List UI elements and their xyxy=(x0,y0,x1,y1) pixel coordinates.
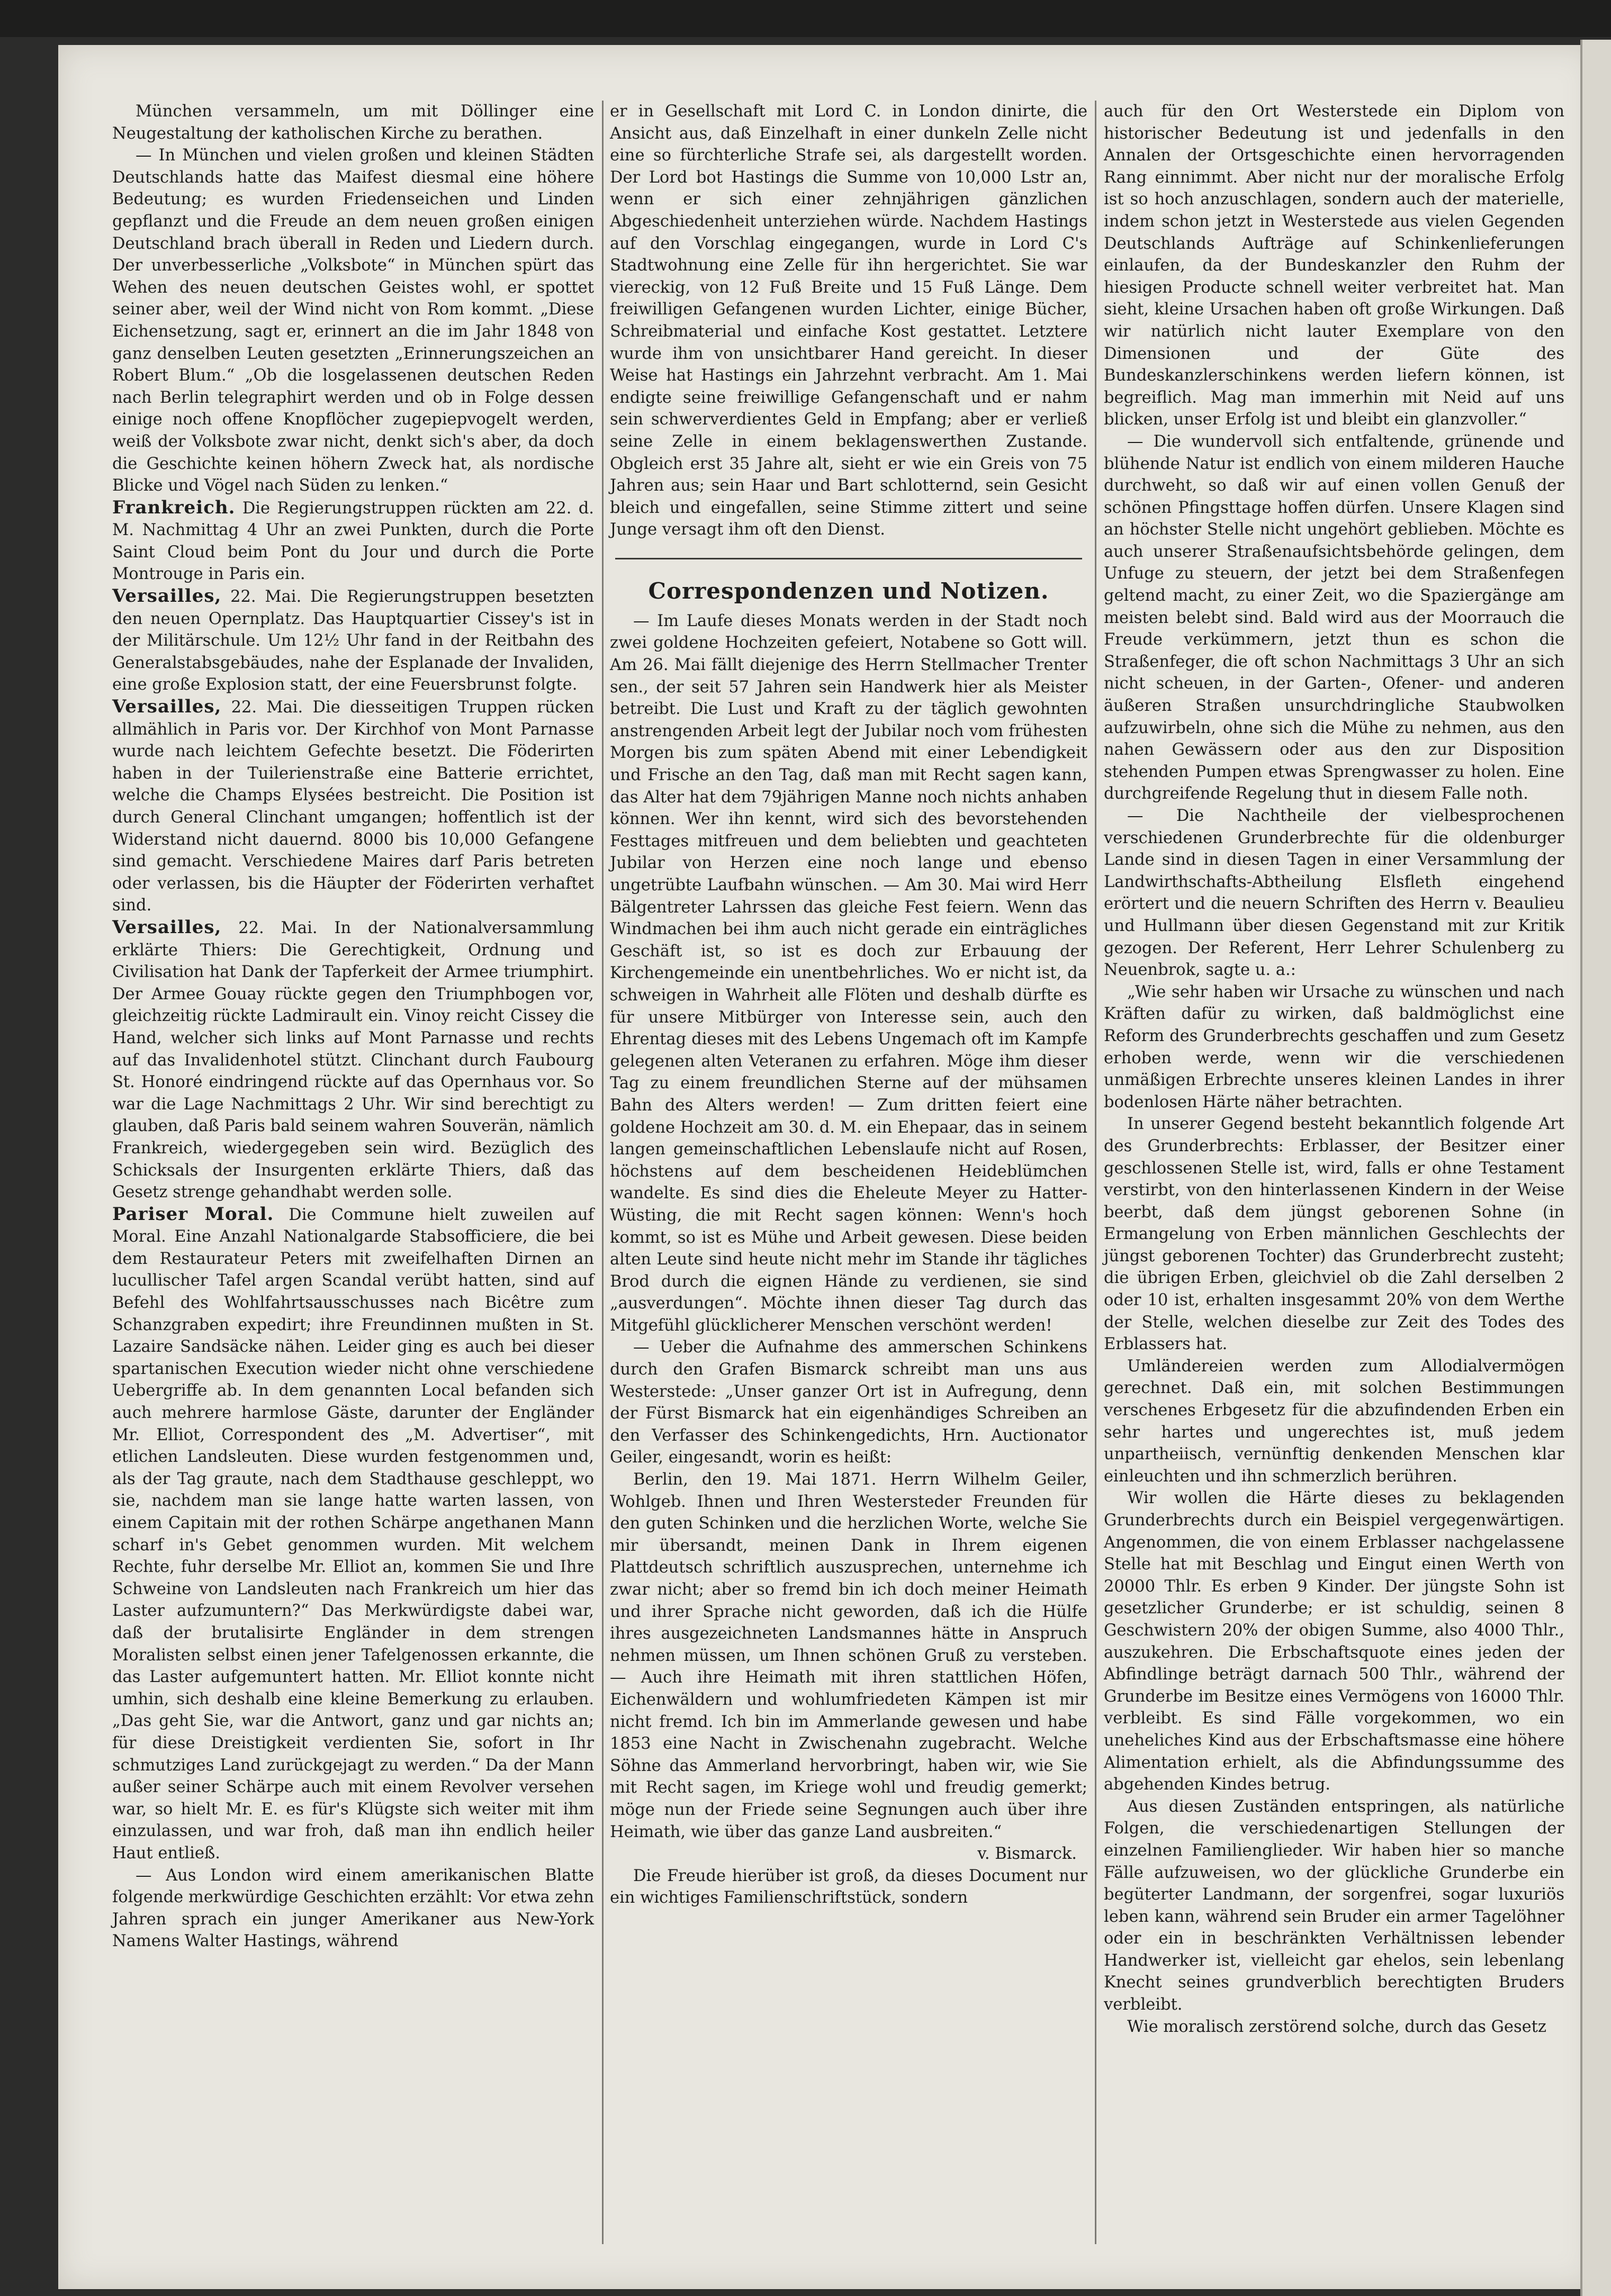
column-1-paragraph: München versammeln, um mit Döllinger eine Neugestaltung der katholischen Kirche zu berathen. xyxy=(112,102,594,143)
dispatch-text: 22. Mai. In der Nationalversammlung erklärte Thiers: Die Gerechtigkeit, Ordnung und Civilisation hat Dank der Tapferkeit der Armee triumphirt. Der Armee Gouay rückte gegen den Triumphbogen vor, gleichzeitig rückte Ladmirault ein. Vinoy reicht Cissey die Hand, welcher sich links auf Mont Parnasse und rechts auf das Invalidenhotel stützt. Clinchant durch Faubourg St. Honoré eindringend rückte auf das Opernhaus vor. So war die Lage Nachmittags 2 Uhr. Wir sind berechtigt zu glauben, daß Paris bald seinem wahren Souverän, nämlich Frankreich, wiedergegeben sein wird. Bezüglich des Schicksals der Insurgenten erklärte Thiers, daß das Gesetz strenge gehandhabt werden solle. xyxy=(112,918,594,1202)
column-1 xyxy=(112,101,594,1952)
column-3-paragraph: — Die wundervoll sich entfaltende, grünende und blühende Natur ist endlich von einem milderen Hauche durchweht, so daß wir auf einen vollen Genuß der schönen Pfingsttage hoffen dürfen. Unsere Klagen sind an höchster Stelle nicht ungehört geblieben. Möchte es auch unserer Straßenaufsichtsbehörde gelingen, dem Unfuge zu steuern, der jetzt bei dem Straßenfegen geltend macht, zu einer Zeit, wo die Spaziergänge am meisten belebt sind. Bald wird aus der Moorrauch die Freude verkümmern, jetzt thun es schon die Straßenfeger, die oft schon Nachmittags 3 Uhr an sich nicht scheuen, in der Garten-, Ofener- und anderen äußeren Straßen unsurchdringliche Staubwolken aufzuwirbeln, ohne sich die Mühe zu nehmen, aus den nahen Gewässern oder aus den zur Disposition stehenden Pumpen etwas Sprengwasser zu holen. Eine durchgreifende Regelung thut in diesem Falle noth. xyxy=(1104,432,1564,803)
signature-line: v. Bismarck. xyxy=(977,1845,1077,1864)
column-1-dispatch xyxy=(112,497,594,585)
column-2-paragraph: — Ueber die Aufnahme des ammerschen Schinkens durch den Grafen Bismarck schreibt man uns aus Westerstede: „Unser ganzer Ort ist in Aufregung, denn der Fürst Bismarck hat ein eigenhändiges Schreiben an den Verfasser des Schinkengedichts, Hrn. Auctionator Geiler, eingesandt, worin es heißt: xyxy=(610,1338,1087,1467)
scan-background-top xyxy=(0,0,1611,37)
dispatch-text: 22. Mai. Die Regierungstruppen besetzten den neuen Opernplatz. Das Hauptquartier Cissey's ist in der Militärschule. Um 12½ Uhr fand in der Reitbahn des Generalstabsgebäudes, nahe der Esplanade der Invaliden, eine große Explosion statt, der eine Feuersbrunst folgte. xyxy=(112,587,594,694)
dispatch-text: Die Commune hielt zuweilen auf Moral. Eine Anzahl Nationalgarde Stabsofficiere, die bei dem Restaurateur Peters mit zweifelhaften Dirnen an lucullischer Tafel argen Scandal verübt hatten, sind auf Befehl des Wohlfahrtsausschusses nach Bicêtre zum Schanzgraben expedirt; ihre Freundinnen mußten in St. Lazaire Sandsäcke nähen. Leider ging es auch bei dieser spartanischen Execution wieder nicht ohne verschiedene Uebergriffe ab. In dem genannten Local befanden sich auch mehrere harmlose Gäste, darunter der Engländer Mr. Elliot, Correspondent des „M. Advertiser“, mit etlichen Landsleuten. Diese wurden festgenommen und, als der Tag graute, nach dem Stadthause geschleppt, wo sie, nachdem man sie lange hatte warten lassen, von einem Capitain mit der rothen Schärpe angethanen Mann scharf in's Gebet genommen wurden. Mit welchem Rechte, fuhr derselbe Mr. Elliot an, kommen Sie und Ihre Schweine von Landsleuten nach Frankreich um hier das Laster aufzumuntern?“ Das Merkwürdigste dabei war, daß der brutalisirte Engländer in dem strengen Moralisten selbst einen jener Tafelgenossen erkannte, die das Laster aufgemuntert hatten. Mr. Elliot konnte nicht umhin, sich deshalb eine kleine Bemerkung zu erlauben. „Das geht Sie, war die Antwort, ganz und gar nichts an; für diese Dreistigkeit verdienten Sie, sofort in Ihr schmutziges Land zurückgejagt zu werden.“ Da der Mann außer seiner Schärpe auch mit einem Revolver versehen war, so hielt Mr. E. es für's Klügste sich weiter mit ihm einzulassen, und war froh, daß man ihn endlich heiler Haut entließ. xyxy=(112,1205,594,1863)
column-divider-1 xyxy=(602,101,604,2244)
dispatch-dateline: Versailles, xyxy=(112,916,222,938)
next-page-edge xyxy=(1580,40,1611,2296)
column-1-dispatch xyxy=(112,585,594,696)
column-2 xyxy=(610,101,1087,1909)
dispatch-dateline: Pariser Moral. xyxy=(112,1203,274,1225)
section-divider xyxy=(615,558,1082,559)
column-2-paragraph: Die Freude hierüber ist groß, da dieses Document nur ein wichtiges Familienschriftstück, sondern xyxy=(610,1866,1087,1908)
column-3-paragraph: auch für den Ort Westerstede ein Diplom von historischer Bedeutung ist und jedenfalls in den Annalen der Ortsgeschichte einen hervorragenden Rang einnimmt. Aber nicht nur der moralische Erfolg ist so hoch anzuschlagen, sondern auch der materielle, indem schon jetzt in Westerstede aus vielen Gegenden Deutschlands Aufträge auf Schinkenlieferungen einlaufen, da der Bundeskanzler den Ruhm der hiesigen Producte schnell weiter verbreitet hat. Man sieht, kleine Ursachen haben oft große Wirkungen. Daß wir natürlich nicht lauter Exemplare von den Dimensionen und der Güte des Bundeskanzlerschinkens werden liefern können, ist begreiflich. Mag man immerhin mit Neid auf uns blicken, unser Erfolg ist und bleibt ein glanzvoller.“ xyxy=(1104,102,1564,429)
column-3-paragraph: — Die Nachtheile der vielbesprochenen verschiedenen Grunderbrechte für die oldenburger Lande sind in diesen Tagen in einer Versammlung der Landwirthschafts-Abtheilung Elsfleth eingehend erörtert und die neuern Schriften des Herrn v. Beaulieu und Hullmann über diesen Gegenstand mit zur Kritik gezogen. Der Referent, Herr Lehrer Schulenberg zu Neuenbrok, sagte u. a.: xyxy=(1104,807,1564,980)
column-3 xyxy=(1104,101,1564,2038)
column-3-paragraph: Wie moralisch zerstörend solche, durch das Gesetz xyxy=(1127,2017,1547,2036)
column-3-paragraph: Umländereien werden zum Allodialvermögen gerechnet. Daß ein, mit solchen Bestimmungen verschenes Erbgesetz für die abzufindenden Erben ein sehr hartes und ungerechtes ist, muß jedem unpartheiisch, vernünftig denkenden Menschen klar einleuchten und ihn schmerzlich berühren. xyxy=(1104,1357,1564,1486)
column-1-dispatch xyxy=(112,696,594,917)
column-3-paragraph: Wir wollen die Härte dieses zu beklagenden Grunderbrechts durch ein Beispiel vergegenwärtigen. Angenommen, die von einem Erblasser nachgelassene Stelle hat mit Beschlag und Eingut einen Werth von 20000 Thlr. Es erben 9 Kinder. Der jüngste Sohn ist gesetzlicher Grunderbe; er ist schuldig, seinen 8 Geschwistern 20% der obigen Summe, also 4000 Thlr., auszukehren. Die Erbschaftsquote eines jeden der Abfindlinge beträgt darnach 500 Thlr., während der Grunderbe im Besitze eines Vermögens von 16000 Thlr. verbleibt. Es sind Fälle vorgekommen, wo ein uneheliches Kind aus der Erbschaftsmasse eine höhere Alimentation erhielt, als die Abfindungssumme des abgehenden Kindes betrug. xyxy=(1104,1489,1564,1794)
section-heading: Correspondenzen und Notizen. xyxy=(648,577,1049,604)
column-2-paragraph: Berlin, den 19. Mai 1871. Herrn Wilhelm Geiler, Wohlgeb. Ihnen und Ihren Westersteder Freunden für den guten Schinken und die herzlichen Worte, welche Sie mir übersandt, meinen Dank in Ihrem eigenen Plattdeutsch schriftlich auszusprechen, unternehme ich zwar nicht; aber so fremd bin ich doch meiner Heimath und ihrer Sprache nicht geworden, daß ich die Hülfe ihres ausgezeichneten Landsmannes hätte in Anspruch nehmen müssen, um Ihnen schönen Gruß zu versteben. — Auch ihre Heimath mit ihren stattlichen Höfen, Eichenwäldern und wohlumfriedeten Kämpen ist mir nicht fremd. Ich bin im Ammerlande gewesen und habe 1853 eine Nacht in Zwischenahn zugebracht. Welche Söhne das Ammerland hervorbringt, haben wir, wie Sie mit Recht sagen, im Kriege wohl und freudig gemerkt; möge nun der Friede seine Segnungen auch über ihre Heimath, wie über das ganze Land ausbreiten.“ xyxy=(610,1470,1087,1841)
dispatch-dateline: Versailles, xyxy=(112,585,222,607)
column-2-paragraph: — Im Laufe dieses Monats werden in der Stadt noch zwei goldene Hochzeiten gefeiert, Notabene so Gott will. Am 26. Mai fällt diejenige des Herrn Stellmacher Trenter sen., der seit 57 Jahren sein Handwerk hier als Meister betreibt. Die Lust und Kraft zu der täglich gewohnten anstrengenden Arbeit legt der Jubilar noch vom frühesten Morgen bis zum späten Abend mit einer Lebendigkeit und Frische an den Tag, daß man mit Recht sagen kann, das Alter hat dem 79jährigen Manne noch nichts anhaben können. Wer ihn kennt, wird sich des bevorstehenden Festtages mitfreuen und dem beliebten und geachteten Jubilar von Herzen eine noch lange und ebenso ungetrübte Laufbahn wünschen. — Am 30. Mai wird Herr Bälgentreter Lahrssen das gleiche Fest feiern. Wenn das Windmachen bei ihm auch nicht gerade ein einträgliches Geschäft ist, so ist es doch zur Erbauung der Kirchengemeinde ein unentbehrliches. Wo er nicht ist, da schweigen in Wahrheit alle Flöten und deshalb dürfte es für unsere Mitbürger von Interesse sein, auch den Ehrentag dieses mit des Lebens Ungemach oft im Kampfe gelegenen alten Veteranen zu erfahren. Möge ihm dieser Tag zu einem freundlichen Sterne auf der mühsamen Bahn des Alters werden! — Zum dritten feiert eine goldene Hochzeit am 30. d. M. ein Ehepaar, das in seinem langen gemeinschaftlichen Lebenslaufe nicht auf Rosen, höchstens auf dem bescheidenen Heideblümchen wandelte. Es sind dies die Eheleute Meyer zu Hatter-Wüsting, die mit Recht sagen können: Wenn's hoch kommt, so ist es Mühe und Arbeit gewesen. Diese beiden alten Leute sind heute nicht mehr im Stande ihr tägliches Brod durch die eignen Hände zu verdienen, sie sind „ausverdungen“. Möchte ihnen dieser Tag durch das Mitgefühl glücklicherer Menschen verschönt werden! xyxy=(610,611,1087,1335)
column-1-paragraph: — In München und vielen großen und kleinen Städten Deutschlands hatte das Maifest diesmal eine höhere Bedeutung; es wurden Friedenseichen und Linden gepflanzt und die Freude an dem neuen großen einigen Deutschland brach überall in Reden und Liedern durch. Der unverbesserliche „Volksbote“ in München spürt das Wehen des neuen deutschen Geistes wohl, er spottet seiner aber, weil der Wind nicht von Rom kommt. „Diese Eichensetzung, sagt er, erinnert an die im Jahr 1848 von ganz denselben Leuten gesetzten „Erinnerungszeichen an Robert Blum.“ „Ob die losgelassenen deutschen Reden nach Berlin telegraphirt werden und ob in Folge dessen einige noch offene Knopflöcher zugepiepvogelt werden, weiß der Volksbote zwar nicht, denkt sich's aber, da doch die Geschichte keinen höhern Zweck hat, als nordische Blicke und Vögel nach Süden zu lenken.“ xyxy=(112,146,594,495)
column-1-dispatch xyxy=(112,917,594,1204)
column-3-paragraph: In unserer Gegend besteht bekanntlich folgende Art des Grunderbrechts: Erblasser, der Besitzer einer geschlossenen Stelle ist, wird, falls er ohne Testament verstirbt, von den hinterlassenen Kindern in der Weise beerbt, daß dem jüngst geborenen Sohne (in Ermangelung von Erben männlichen Geschlechts der jüngst geborenen Tochter) das Grunderbrecht zusteht; die übrigen Erben, gleichviel ob die Zahl derselben 2 oder 10 ist, erhalten insgesammt 20% von dem Werthe der Stelle, welchen dieselbe zur Zeit des Todes des Erblassers hat. xyxy=(1104,1115,1564,1354)
column-1-dispatch xyxy=(112,1204,594,1865)
dispatch-text: Die Regierungstruppen rückten am 22. d. M. Nachmittag 4 Uhr an zwei Punkten, durch die Porte Saint Cloud beim Pont du Jour und durch die Porte Montrouge in Paris ein. xyxy=(112,499,594,584)
column-2-paragraph: er in Gesellschaft mit Lord C. in London dinirte, die Ansicht aus, daß Einzelhaft in einer dunkeln Zelle nicht eine so fürchterliche Strafe sei, als dargestellt worden. Der Lord bot Hastings die Summe von 10,000 Lstr an, wenn er sich einer zehnjährigen gänzlichen Abgeschiedenheit unterziehen würde. Nachdem Hastings auf den Vorschlag eingegangen, wurde in Lord C's Stadtwohnung eine Zelle für ihn hergerichtet. Sie war viereckig, von 12 Fuß Breite und 15 Fuß Länge. Dem freiwilligen Gefangenen wurden Lichter, einige Bücher, Schreibmaterial und einfache Kost gestattet. Letztere wurde ihm von unsichtbarer Hand gereicht. In dieser Weise hat Hastings ein Jahrzehnt verbracht. Am 1. Mai endigte seine freiwillige Gefangenschaft und er nahm sein schwerverdientes Geld in Empfang; aber er verließ seine Zelle in einem beklagenswerthen Zustande. Obgleich erst 35 Jahre alt, sieht er wie ein Greis von 75 Jahren aus; sein Haar und Bart schlotternd, sein Gesicht bleich und eingefallen, seine Stimme zittert und seine Junge versagt ihm oft den Dienst. xyxy=(610,102,1087,539)
column-divider-2 xyxy=(1095,101,1096,2244)
dispatch-text: 22. Mai. Die diesseitigen Truppen rücken allmählich in Paris vor. Der Kirchhof von Mont Parnasse wurde nach leichtem Gefechte besetzt. Die Föderirten haben in der Tuilerienstraße eine Batterie errichtet, welche die Champs Elysées bestreicht. Die Position ist durch General Clinchant umgangen; hoffentlich ist der Widerstand nicht dauernd. 8000 bis 10,000 Gefangene sind gemacht. Verschiedene Maires darf Paris betreten oder verlassen, bis die Häupter der Föderirten verhaftet sind. xyxy=(112,698,594,915)
column-1-paragraph: — Aus London wird einem amerikanischen Blatte folgende merkwürdige Geschichten erzählt: Vor etwa zehn Jahren sprach ein junger Amerikaner aus New-York Namens Walter Hastings, während xyxy=(112,1866,594,1951)
dispatch-dateline: Versailles, xyxy=(112,696,222,718)
column-3-paragraph: Aus diesen Zuständen entspringen, als natürliche Folgen, die verschiedenartigen Stellungen der einzelnen Familienglieder. Wir haben hier so manche Fälle aufzuweisen, wo der glückliche Grunderbe ein begüterter Landmann, der sorgenfrei, sogar luxuriös leben kann, während sein Bruder ein armer Tagelöhner oder ein in beschränkten Verhältnissen lebender Handwerker ist, vielleicht gar ehelos, sein lebenlang Knecht seines grundverblich berechtigten Bruders verbleibt. xyxy=(1104,1797,1564,2014)
column-3-paragraph: „Wie sehr haben wir Ursache zu wünschen und nach Kräften dafür zu wirken, daß baldmöglichst eine Reform des Grunderbrechts geschaffen und zum Gesetz erhoben werde, wenn wir die verschiedenen unmäßigen Erbrechte unseres kleinen Landes in ihrer bodenlosen Härte näher betrachten. xyxy=(1104,982,1564,1111)
dispatch-dateline: Frankreich. xyxy=(112,496,236,518)
